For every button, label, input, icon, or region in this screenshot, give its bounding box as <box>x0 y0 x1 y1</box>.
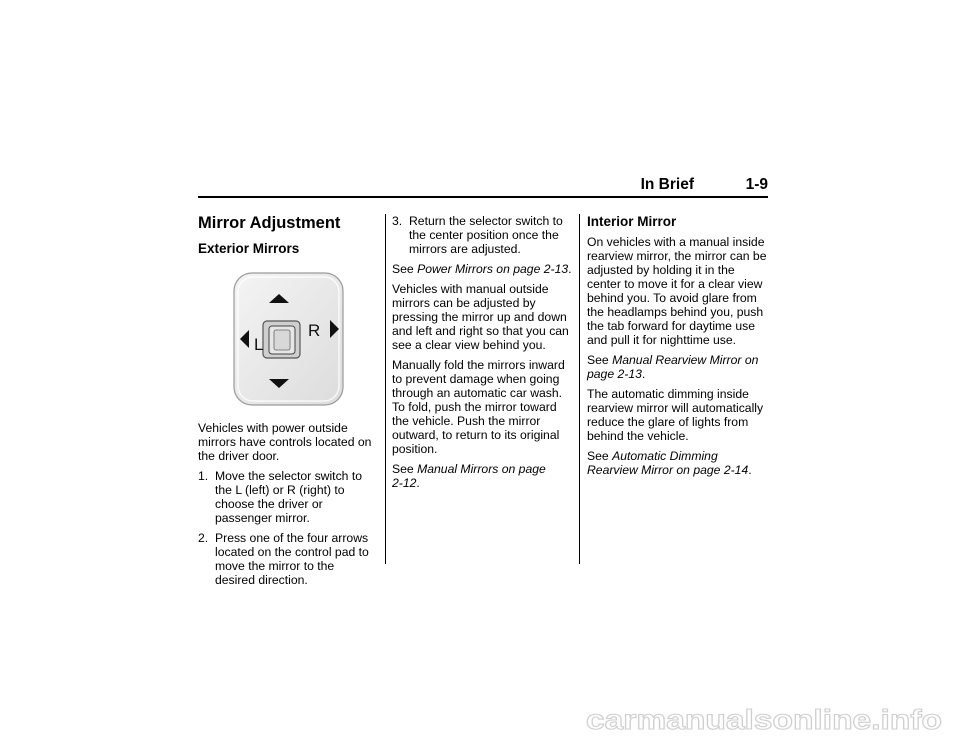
selector-switch-icon <box>263 321 300 358</box>
svg-text:carmanualsonline.info: carmanualsonline.info <box>586 704 942 735</box>
cross-reference: See Manual Rearview Mirror on page 2‑13. <box>587 353 759 381</box>
intro-paragraph: Vehicles with power outside mirrors have controls located on the driver door. <box>198 421 372 463</box>
cross-reference: See Power Mirrors on page 2‑13. <box>392 262 572 276</box>
list-item: 1. Move the selector switch to the L (left) or R (right) to choose the driver or passenger mirror. <box>198 469 362 525</box>
cross-reference: See Manual Mirrors on page 2‑12. <box>392 462 546 490</box>
section-title: Mirror Adjustment <box>198 214 341 232</box>
reference-link[interactable]: Automatic Dimming Rearview Mirror on page 2‑14 <box>587 449 749 477</box>
reference-link[interactable]: Power Mirrors on page 2‑13 <box>417 262 569 276</box>
reference-link[interactable]: Manual Rearview Mirror on page 2‑13 <box>587 353 759 381</box>
running-header <box>198 176 768 196</box>
subsection-title: Interior Mirror <box>587 214 677 229</box>
left-label: L <box>254 335 264 354</box>
column-1 <box>198 213 376 593</box>
column-3 <box>587 214 767 483</box>
chapter-title: In Brief <box>640 176 694 193</box>
mirror-control-figure <box>198 263 376 411</box>
cross-reference: See Automatic Dimming Rearview Mirror on page 2‑14. <box>587 449 752 477</box>
list-item: 2. Press one of the four arrows located on the control pad to move the mirror to the desired direction. <box>198 531 369 587</box>
column-2 <box>392 214 572 496</box>
column-divider <box>579 214 580 564</box>
mirror-control-pad <box>198 263 376 411</box>
paragraph: Manually fold the mirrors inward to prevent damage when going through an automatic car wash. To fold, push the mirror toward the vehicle. Push the mirror outward, to return to its original position. <box>392 358 565 456</box>
subsection-title: Exterior Mirrors <box>198 241 300 256</box>
list-item: 3. Return the selector switch to the center position once the mirrors are adjusted. <box>392 214 563 256</box>
right-label: R <box>308 321 321 340</box>
watermark-logo <box>586 701 946 739</box>
header-rule <box>198 196 768 198</box>
column-divider <box>385 214 386 564</box>
paragraph: The automatic dimming inside rearview mirror will automatically reduce the glare of lights from behind the vehicle. <box>587 387 764 443</box>
paragraph: Vehicles with manual outside mirrors can be adjusted by pressing the mirror up and down and left and right so that you can see a clear view behind you. <box>392 282 569 352</box>
page-number: 1-9 <box>745 176 768 193</box>
paragraph: On vehicles with a manual inside rearview mirror, the mirror can be adjusted by holding it in the center to move it for a clear view behind you. To avoid glare from the headlamps behind you, push the tab forward for daytime use and pull it for nighttime use. <box>587 235 767 347</box>
reference-link[interactable]: Manual Mirrors on page 2‑12 <box>392 462 546 490</box>
